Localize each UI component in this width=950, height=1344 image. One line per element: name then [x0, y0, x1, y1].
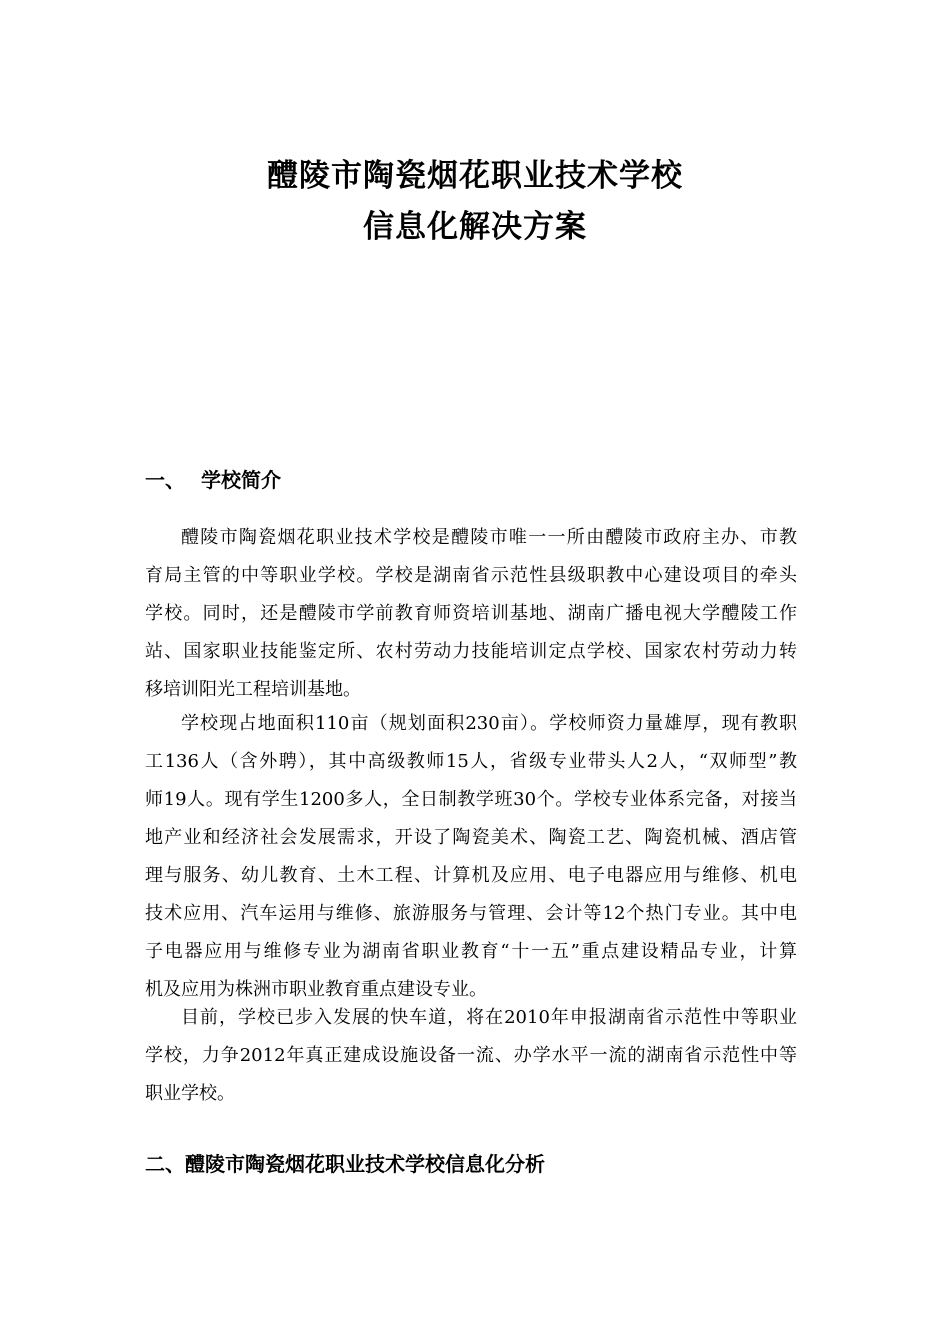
paragraph-line: 学校。同时，还是醴陵市学前教育师资培训基地、湖南广播电视大学醴陵工作 — [145, 603, 797, 624]
paragraph-school-facts — [145, 705, 797, 1009]
section-1-title: 学校简介 — [201, 468, 281, 492]
paragraph-line: 站、国家职业技能鉴定所、农村劳动力技能培训定点学校、国家农村劳动力转 — [145, 641, 797, 662]
paragraph-line: 地产业和经济社会发展需求，开设了陶瓷美术、陶瓷工艺、陶瓷机械、酒店管 — [145, 827, 797, 848]
section-1-number: 一、 — [145, 468, 185, 492]
paragraph-line: 工136人（含外聘），其中高级教师15人，省级专业带头人2人，“双师型”教 — [145, 751, 797, 772]
paragraph-line: 机及应用为株洲市职业教育重点建设专业。 — [145, 979, 487, 1000]
paragraph-line: 理与服务、幼儿教育、土木工程、计算机及应用、电子电器应用与维修、机电 — [145, 865, 797, 886]
section-1-heading — [145, 466, 281, 494]
paragraph-line: 目前，学校已步入发展的快车道，将在2010年申报湖南省示范性中等职业 — [181, 1007, 797, 1028]
paragraph-line: 技术应用、汽车运用与维修、旅游服务与管理、会计等12个热门专业。其中电 — [145, 903, 797, 924]
paragraph-school-goals — [145, 999, 797, 1113]
paragraph-line: 学校，力争2012年真正建成设施设备一流、办学水平一流的湖南省示范性中等 — [145, 1045, 797, 1066]
paragraph-line: 学校现占地面积110亩（规划面积230亩）。学校师资力量雄厚，现有教职 — [181, 713, 797, 734]
paragraph-line: 职业学校。 — [145, 1083, 235, 1104]
paragraph-line: 育局主管的中等职业学校。学校是湖南省示范性县级职教中心建设项目的牵头 — [145, 565, 797, 586]
paragraph-line: 师19人。现有学生1200多人，全日制教学班30个。学校专业体系完备，对接当 — [145, 789, 797, 810]
document-title-line-1: 醴陵市陶瓷烟花职业技术学校 — [267, 158, 683, 194]
section-2-heading: 二、醴陵市陶瓷烟花职业技术学校信息化分析 — [145, 1152, 545, 1176]
paragraph-line: 子电器应用与维修专业为湖南省职业教育“十一五”重点建设精品专业，计算 — [145, 941, 797, 962]
document-title-line-2: 信息化解决方案 — [363, 209, 587, 245]
paragraph-school-intro — [145, 519, 797, 709]
paragraph-line: 移培训阳光工程培训基地。 — [145, 679, 361, 700]
paragraph-line: 醴陵市陶瓷烟花职业技术学校是醴陵市唯一一所由醴陵市政府主办、市教 — [181, 527, 797, 548]
